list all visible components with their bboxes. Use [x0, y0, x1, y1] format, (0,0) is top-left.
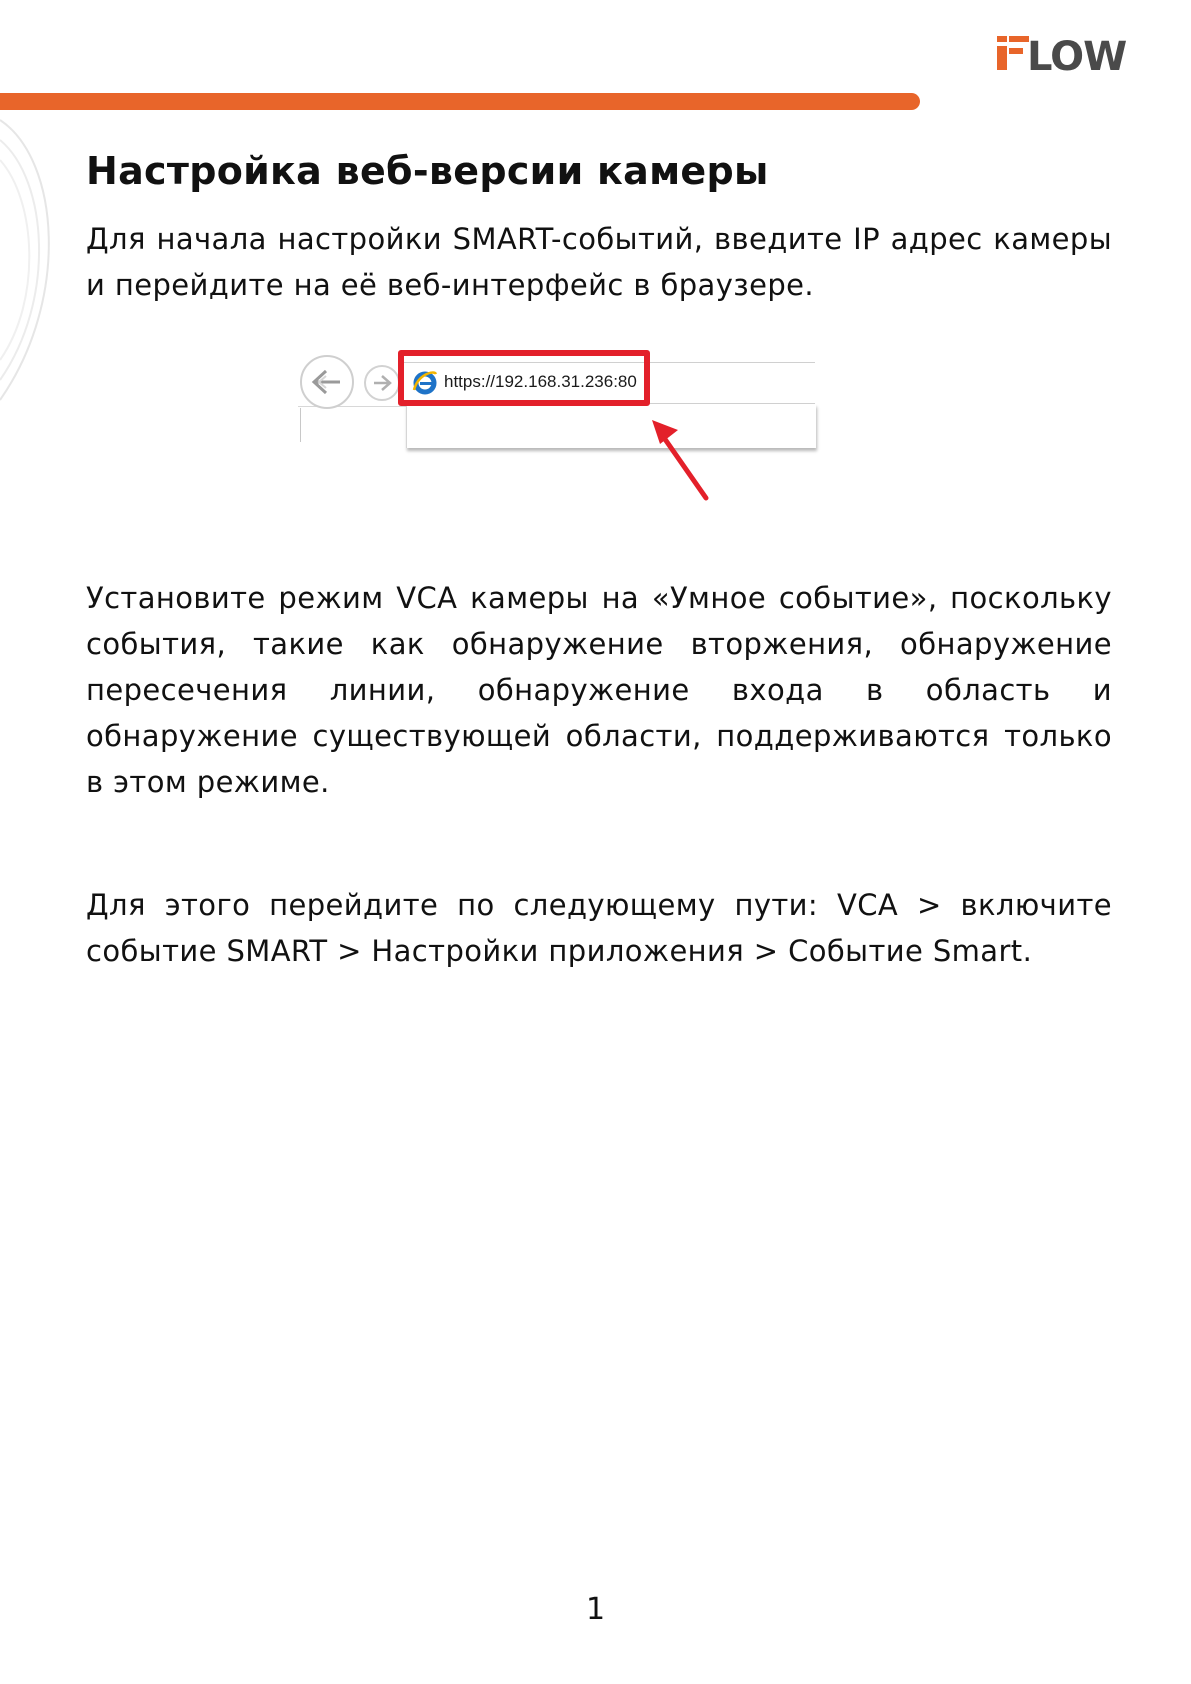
svg-text:LOW: LOW: [1027, 34, 1127, 74]
page-title: Настройка веб-версии камеры: [86, 149, 769, 193]
flow-logo: [995, 30, 1135, 74]
forward-arrow-icon: [364, 365, 400, 401]
page-number: 1: [585, 1592, 606, 1627]
back-arrow-icon: [300, 355, 354, 409]
decorative-arcs: [0, 100, 90, 420]
intro-paragraph: Для начала настройки SMART-событий, введите IP адрес камеры и перейдите на её веб-интерфейс в браузере.: [86, 222, 1112, 302]
header-accent-bar: [0, 93, 920, 110]
address-dropdown: [406, 404, 816, 448]
vca-mode-paragraph: Установите режим VCA камеры на «Умное событие», поскольку события, такие как обнаружение вторжения, обнаружение пересечения линии, обнаружение входа в область и обнаружение существующей области, поддерживаются только в этом режиме.: [86, 581, 1112, 799]
navigation-path-paragraph: Для этого перейдите по следующему пути: VCA > включите событие SMART > Настройки приложения > Событие Smart.: [86, 888, 1112, 968]
url-text: https://192.168.31.236:80: [444, 372, 637, 391]
browser-address-bar-screenshot: [298, 350, 818, 510]
url-highlight-box: [398, 350, 650, 406]
toolbar-edge: [300, 408, 301, 442]
red-pointer-arrow-icon: [648, 416, 718, 506]
